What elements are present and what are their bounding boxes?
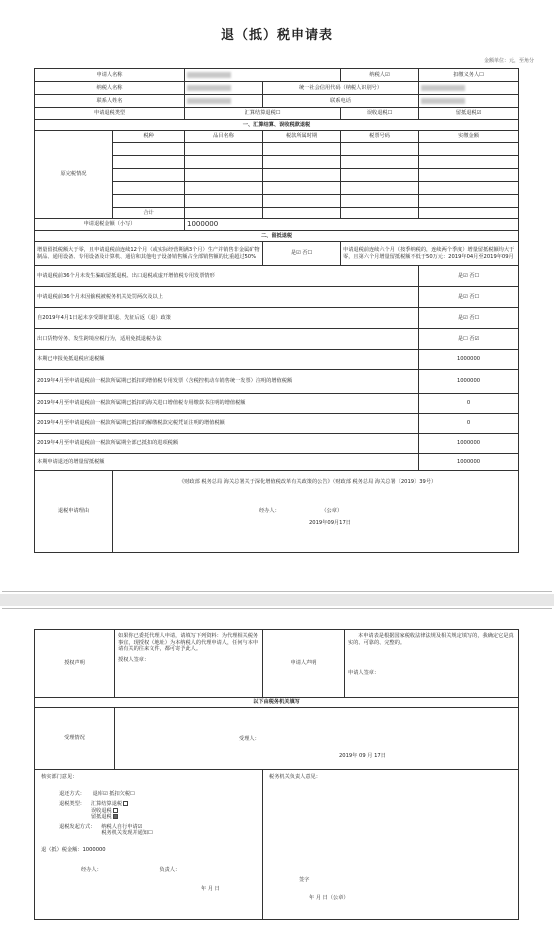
cell[interactable]	[185, 208, 263, 219]
sec2-question: 自2019年4月1日起未享受即征即退、先征后返（退）政策	[35, 308, 419, 329]
applicant-name-label: 申请人名称	[35, 69, 185, 82]
type-settlement-checkbox[interactable]: 汇算结算退税☐	[185, 108, 341, 120]
credit-code-value[interactable]	[419, 82, 519, 95]
sec2-answer[interactable]: 0	[419, 414, 519, 434]
page-title: 退（抵）税申请表	[220, 28, 333, 43]
taxpayer-name-row	[35, 82, 519, 95]
taxpayer-checkbox[interactable]: 纳税人☑	[341, 69, 419, 82]
cell[interactable]	[263, 182, 341, 195]
withholder-checkbox[interactable]: 扣缴义务人☐	[419, 69, 519, 82]
taxpayer-name-label: 纳税人名称	[35, 82, 185, 95]
applicant-name-value[interactable]	[185, 69, 341, 82]
reason-text: 《财政部 税务总局 海关总署关于深化增值税改革有关政策的公告》（财政部 税务总局 海关总署〔2019〕39号）	[179, 479, 437, 485]
col-tax-period: 税款所属时期	[263, 131, 341, 143]
contact-name-label: 联系人姓名	[35, 95, 185, 108]
refund-type-option[interactable]: 留抵退税	[91, 814, 128, 821]
contact-phone-label: 联系电话	[263, 95, 419, 108]
sec2-question: 申请退税前36个月未因偷税被税务机关处罚两次及以上	[35, 287, 419, 308]
original-tax-header-row	[35, 131, 519, 143]
seal-label: （公章）	[321, 507, 343, 514]
sec2-row	[35, 242, 519, 266]
amount-row	[35, 219, 519, 231]
sec2-row1-right: 申请退税前连续六个月（按季纳税的，连续两个季度）增量留抵税额均大于零，且第六个月增量留抵税额不低于50万元：2019年04月至2019年09月	[341, 242, 519, 266]
handler-label: 经办人：	[259, 507, 280, 514]
cell[interactable]	[341, 182, 419, 195]
cell[interactable]	[113, 182, 185, 195]
sec2-row	[35, 414, 519, 434]
sec2-question: 2019年4月至申请退税前一税款所属期已抵扣的增值税专用发票（含税控机动车销售统一发票）注明的增值税额	[35, 370, 419, 394]
sec2-answer[interactable]: 是☑ 否☐	[419, 308, 519, 329]
verify-label: 核实部门意见：	[41, 774, 78, 780]
refund-type-options	[91, 801, 128, 821]
approval-row	[35, 770, 519, 920]
section2-heading: 二、留抵退税	[35, 231, 519, 242]
start-option-notice[interactable]: 税务机关发现并通知☐	[101, 830, 153, 836]
receive-date: 2019年 09 月 17日	[339, 752, 386, 759]
page-gap	[0, 594, 554, 606]
sec2-question: 2019年4月至申请退税前一税款所属期已抵扣的海关进口增值税专用缴款书注明的增值税额	[35, 394, 419, 414]
section2-heading-row	[35, 231, 519, 242]
cell[interactable]	[419, 195, 519, 208]
cell[interactable]	[185, 169, 263, 182]
verify-cell[interactable]	[35, 770, 263, 920]
authorize-sign: 授权人签章：	[118, 656, 150, 663]
cell[interactable]	[419, 156, 519, 169]
start-method-label: 退税发起方式：	[59, 823, 96, 830]
cell[interactable]	[185, 195, 263, 208]
sec2-row	[35, 266, 519, 287]
apply-type-label: 申请退税类型	[35, 108, 185, 120]
cell[interactable]	[341, 143, 419, 156]
contact-name-value[interactable]	[185, 95, 263, 108]
contact-phone-value[interactable]	[419, 95, 519, 108]
sec2-question: 2019年4月至申请退税前一税款所属期全部已抵扣的进项税额	[35, 434, 419, 454]
refund-way-label: 退还方式：	[59, 790, 85, 797]
cell[interactable]	[341, 169, 419, 182]
applicant-name-row	[35, 69, 519, 82]
cell[interactable]	[263, 195, 341, 208]
cell[interactable]	[341, 195, 419, 208]
accept-label: 受理情况	[35, 708, 115, 770]
cell[interactable]	[185, 156, 263, 169]
authorize-label: 授权声明	[35, 630, 115, 698]
amount-label: 申请退税金额（小写）	[35, 219, 185, 231]
leader-label: 负责人：	[159, 867, 181, 873]
type-mistake-checkbox[interactable]: 误收退税☐	[341, 108, 419, 120]
declare-text: 本申请表是根据国家税收法律法规及相关规定填写的，我确定它是真实的、可靠的、完整的。	[348, 633, 514, 646]
credit-code-label: 统一社会信用代码（纳税人识别号）	[263, 82, 419, 95]
sec2-row	[35, 350, 519, 370]
cell[interactable]	[419, 143, 519, 156]
col-item-name: 品目名称	[185, 131, 263, 143]
sec2-question: 增量留抵税额大于零，且申请退税前连续12个月（或实际经营期满3个月）生产并销售非金属矿物制品、通用设备、专用设备及计算机、通信和其他电子设备销售额占全部销售额的比重超过50%	[35, 242, 263, 266]
refund-type-option[interactable]: 汇算结算退税	[91, 801, 128, 808]
refund-way-options[interactable]: 退库☑ 抵扣欠税☐	[92, 790, 135, 797]
section1-heading: 一、汇算结算、误收税款退税	[35, 120, 519, 131]
cell[interactable]	[263, 169, 341, 182]
handler2-label: 经办人：	[81, 867, 102, 873]
sec2-question: 出口货物劳务、发生跨境应税行为，适用免抵退税办法	[35, 329, 419, 350]
cell[interactable]	[113, 169, 185, 182]
cell[interactable]	[263, 208, 341, 219]
verify-date: 年 月 日	[201, 885, 220, 892]
cell[interactable]	[113, 156, 185, 169]
cell[interactable]	[185, 182, 263, 195]
reason-row	[35, 471, 519, 553]
sec2-row	[35, 370, 519, 394]
sec2-answer[interactable]: 0	[419, 394, 519, 414]
sec2-answer[interactable]: 是☑ 否☐	[419, 266, 519, 287]
receiver-label: 受理人：	[239, 736, 260, 742]
form-page-2	[2, 608, 552, 926]
col-tax-type: 税种	[113, 131, 185, 143]
amount-value[interactable]: 1000000	[185, 219, 519, 231]
sec2-answer[interactable]: 是☐ 否☑	[419, 329, 519, 350]
sec2-answer[interactable]: 1000000	[419, 370, 519, 394]
sec2-answer[interactable]: 1000000	[419, 350, 519, 370]
refund-type-label: 退税类型：	[59, 801, 85, 807]
accept-row	[35, 708, 519, 770]
sec2-answer[interactable]: 1000000	[419, 434, 519, 454]
sec2-question: 本期已申报免抵退税应退税额	[35, 350, 419, 370]
declare-sign: 申请人签章：	[348, 670, 380, 676]
refund-amount: 退（抵）税金额：1000000	[41, 846, 106, 853]
cell[interactable]	[419, 169, 519, 182]
refund-type-option[interactable]: 误收退税	[91, 808, 128, 815]
type-credit-checkbox[interactable]: 留抵退税☑	[419, 108, 519, 120]
sec2-answer[interactable]: 是☑ 否☐	[263, 242, 341, 266]
start-method-line	[41, 824, 256, 837]
refund-way-line	[41, 791, 256, 798]
contact-row	[35, 95, 519, 108]
cell[interactable]	[341, 156, 419, 169]
sec2-question: 申请退税前36个月未发生骗取留抵退税、出口退税或虚开增值税专用发票情形	[35, 266, 419, 287]
sec2-row	[35, 454, 519, 471]
col-paid-amount: 实缴金额	[419, 131, 519, 143]
sec2-question: 2019年4月至申请退税前一税款所属期已抵扣的解缴税款完税凭证注明的增值税额	[35, 414, 419, 434]
apply-type-row	[35, 108, 519, 120]
sec2-question: 本期申请退还的增量留抵税额	[35, 454, 419, 471]
reason-cell[interactable]	[113, 471, 519, 553]
taxpayer-name-value[interactable]	[185, 82, 263, 95]
sec2-answer[interactable]: 是☑ 否☐	[419, 287, 519, 308]
unit-note: 金额单位：元，至角分	[483, 58, 534, 64]
sec2-row	[35, 329, 519, 350]
declare-cell[interactable]	[345, 630, 519, 698]
reason-label: 退税申请理由	[35, 471, 113, 553]
officer-date: 年 月 日（公章）	[309, 895, 349, 901]
sec2-row	[35, 308, 519, 329]
form-page-1	[2, 2, 552, 592]
refund-type-line	[41, 801, 256, 821]
reason-date: 2019年09月17日	[309, 520, 351, 526]
start-option-self[interactable]: 纳税人自行申请☑	[101, 823, 143, 830]
cell[interactable]	[113, 143, 185, 156]
cell[interactable]	[113, 195, 185, 208]
handler-line	[119, 508, 512, 515]
tax-office-table	[34, 629, 519, 920]
authorize-text: 如果你已委托代理人申请，请填写下列资料：为代理相关税务事宜，现授权（地址）为本纳税人的代理申请人，任何与本申请有关的往来文件，都可寄予此人。	[118, 633, 259, 652]
officer-label: 税务机关负责人意见：	[269, 774, 321, 780]
tax-office-heading-row	[35, 698, 519, 708]
total-label: 合计	[113, 208, 185, 219]
cell[interactable]	[341, 208, 419, 219]
authorize-cell[interactable]	[115, 630, 263, 698]
cell[interactable]	[419, 208, 519, 219]
officer-sign: 签字	[299, 876, 310, 883]
sec2-row	[35, 394, 519, 414]
col-ticket-no: 税票号码	[341, 131, 419, 143]
cell[interactable]	[419, 182, 519, 195]
cell[interactable]	[263, 143, 341, 156]
cell[interactable]	[263, 156, 341, 169]
sec2-answer[interactable]: 1000000	[419, 454, 519, 471]
accept-cell[interactable]	[115, 708, 519, 770]
declaration-row	[35, 630, 519, 698]
refund-form-table	[34, 68, 519, 553]
sec2-row	[35, 287, 519, 308]
original-tax-label: 原完税情况	[35, 131, 113, 219]
cell[interactable]	[185, 143, 263, 156]
tax-office-heading: 以下由税务机关填写	[35, 698, 519, 708]
declare-label: 申请人声明	[263, 630, 345, 698]
sec2-row	[35, 434, 519, 454]
start-method-options	[101, 824, 152, 837]
handler-line-2	[41, 867, 256, 874]
section1-heading-row	[35, 120, 519, 131]
officer-cell[interactable]	[263, 770, 519, 920]
